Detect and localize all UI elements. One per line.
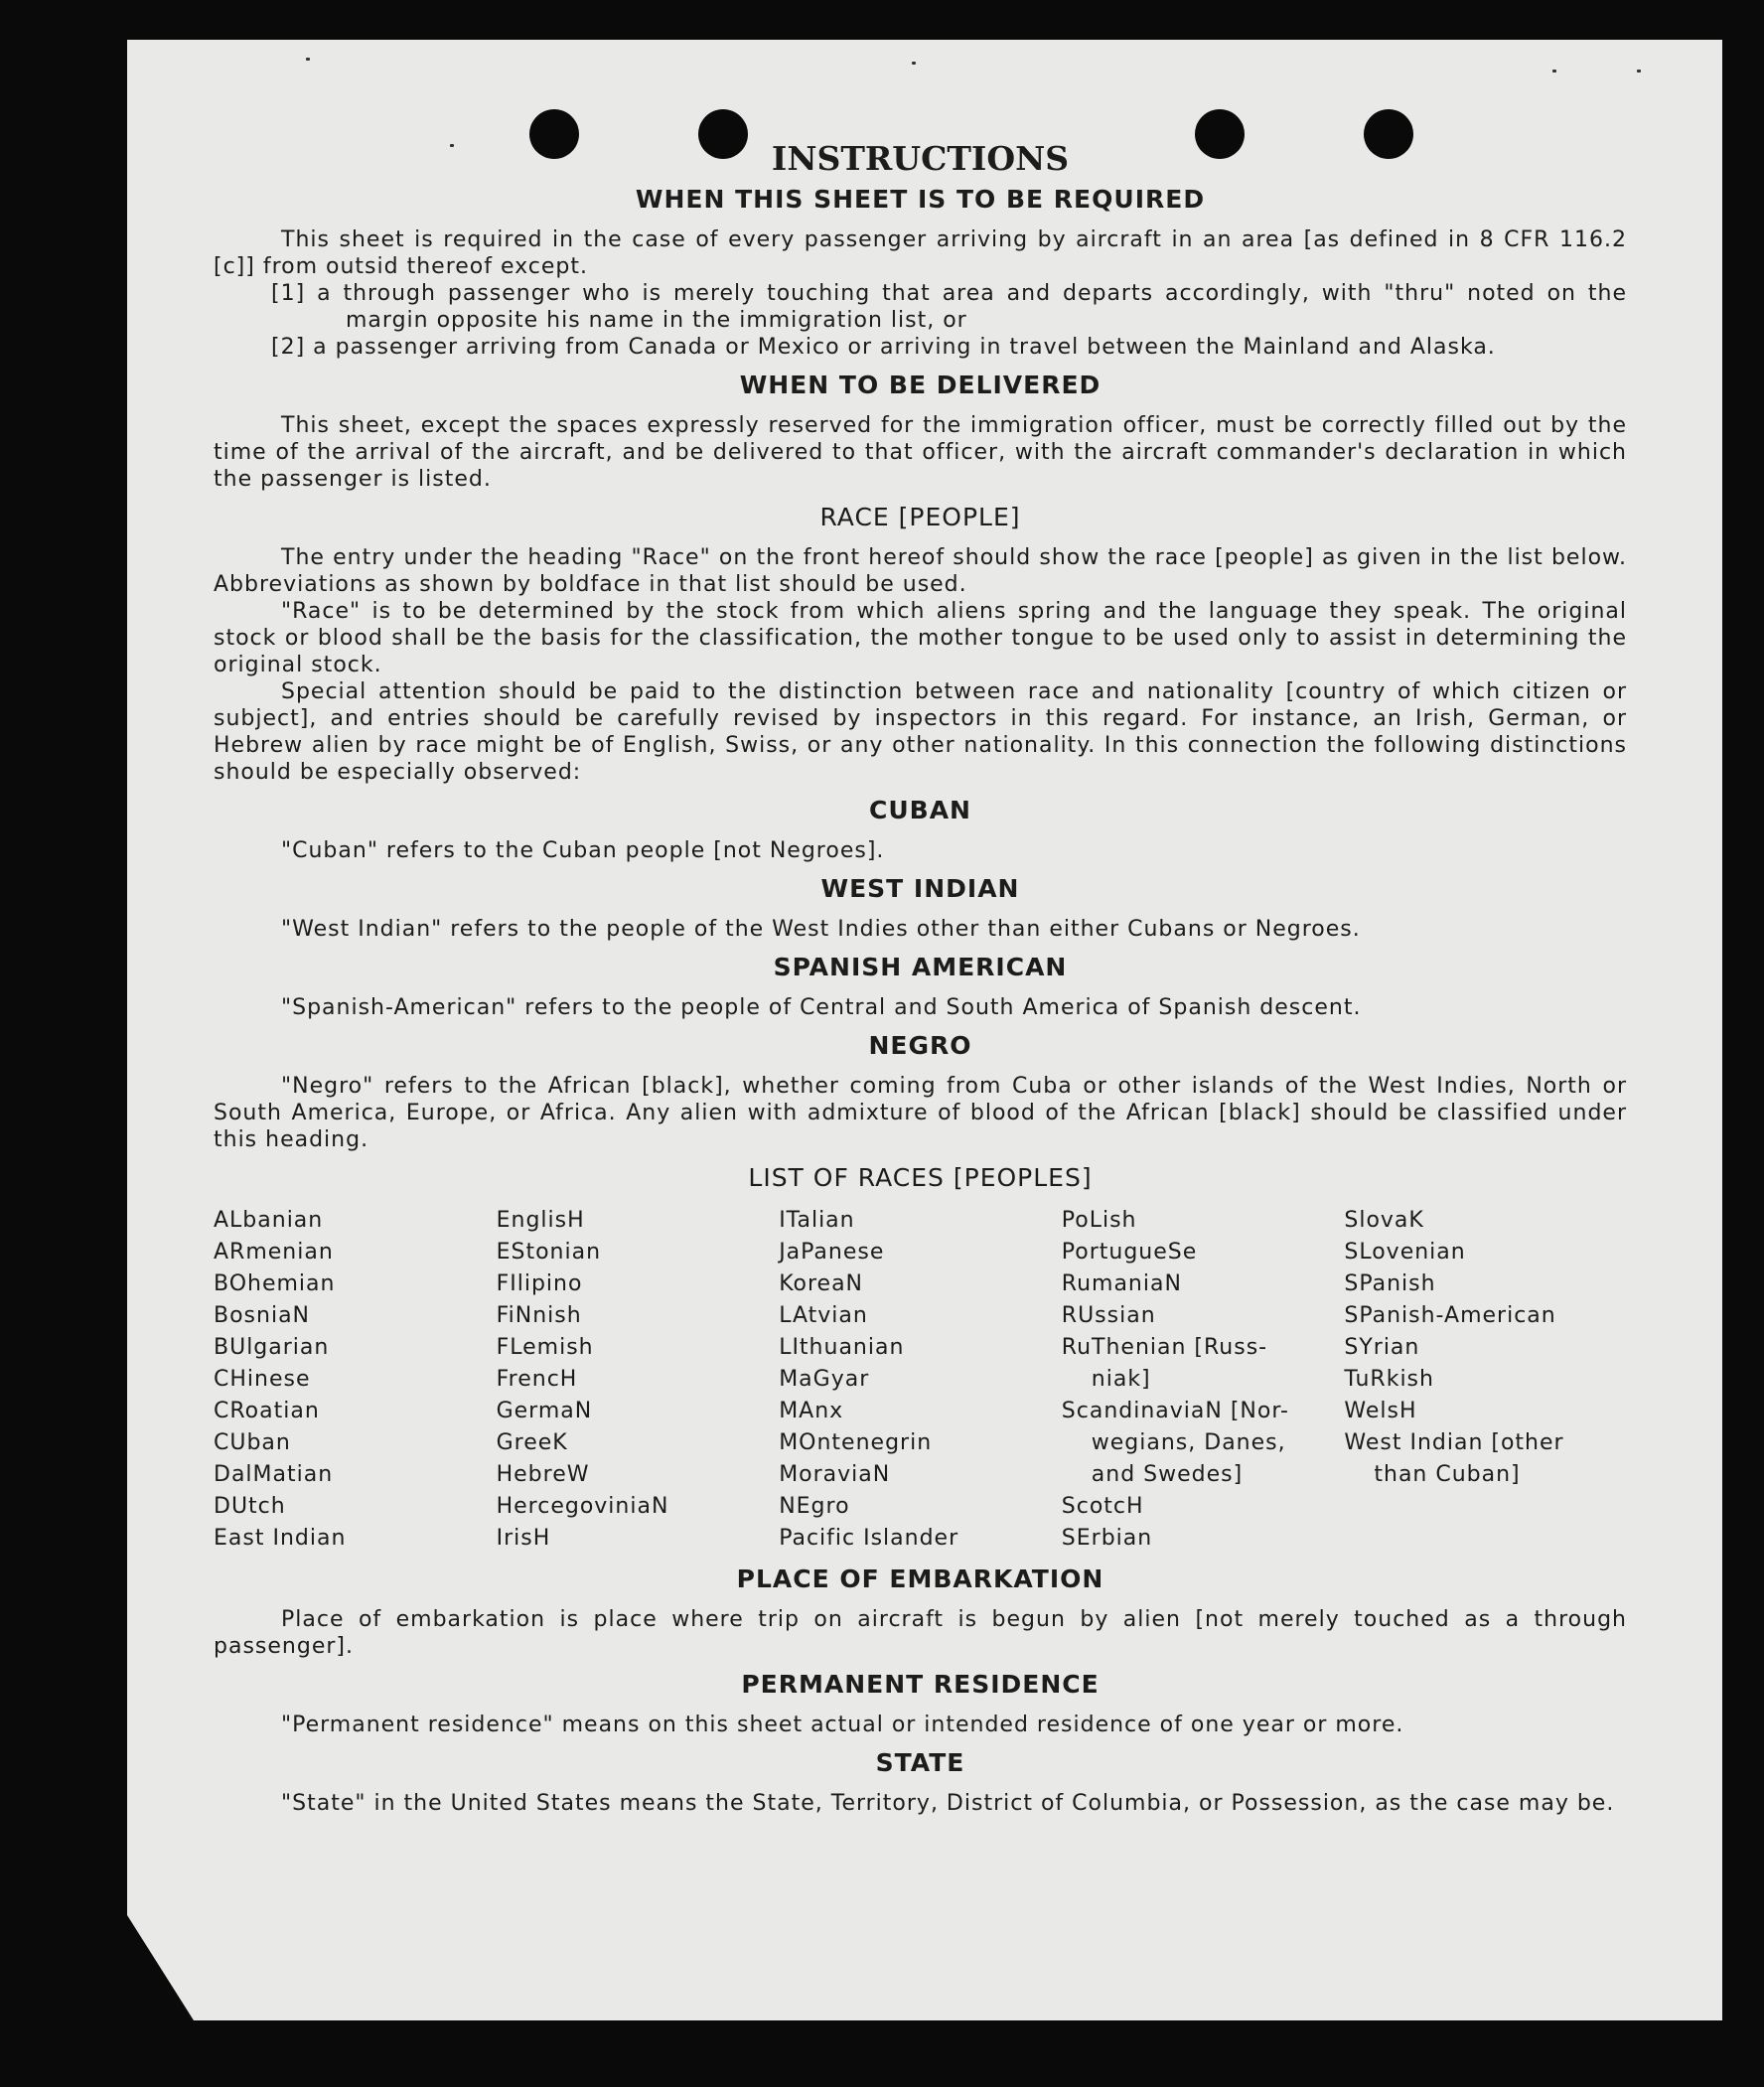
cuban-text: "Cuban" refers to the Cuban people [not Negroes]. bbox=[281, 838, 885, 863]
race-entry: HercegoviniaN bbox=[496, 1494, 669, 1519]
race-entry: PoLish bbox=[1061, 1208, 1137, 1233]
speck bbox=[1637, 70, 1641, 73]
races-column bbox=[214, 1205, 497, 1555]
race-entry: ITalian bbox=[779, 1208, 855, 1233]
heading-embarkation: PLACE OF EMBARKATION bbox=[736, 1565, 1104, 1593]
race-entry: LAtvian bbox=[779, 1303, 868, 1328]
heading-spanish-american: SPANISH AMERICAN bbox=[773, 953, 1068, 981]
heading-when-required: WHEN THIS SHEET IS TO BE REQUIRED bbox=[635, 185, 1206, 214]
race-entry: East Indian bbox=[214, 1526, 347, 1551]
race-entry: MAnx bbox=[779, 1399, 844, 1423]
race-entry: MoraviaN bbox=[779, 1462, 891, 1487]
race-entry: and Swedes] bbox=[1091, 1462, 1244, 1487]
race-entry: EnglisH bbox=[496, 1208, 585, 1233]
embarkation-text: Place of embarkation is place where trip on aircraft is begun by alien [not merely touched as a through passenger]. bbox=[214, 1607, 1627, 1659]
race-entry: SErbian bbox=[1061, 1526, 1153, 1551]
race-entry: WelsH bbox=[1344, 1399, 1417, 1423]
page-title: INSTRUCTIONS bbox=[771, 139, 1070, 178]
race-entry: TuRkish bbox=[1344, 1367, 1434, 1392]
race-entry: LIthuanian bbox=[779, 1335, 905, 1360]
races-column bbox=[1062, 1205, 1345, 1555]
race-entry: PortugueSe bbox=[1061, 1240, 1198, 1265]
race-entry: IrisH bbox=[496, 1526, 551, 1551]
race-entry: West Indian [other bbox=[1344, 1430, 1564, 1455]
heading-west-indian: WEST INDIAN bbox=[820, 874, 1020, 903]
races-column bbox=[1344, 1205, 1627, 1555]
race-entry: JaPanese bbox=[779, 1240, 885, 1265]
race-entry: DalMatian bbox=[214, 1462, 334, 1487]
heading-state: STATE bbox=[875, 1748, 965, 1777]
speck bbox=[1552, 70, 1556, 73]
race-entry: niak] bbox=[1091, 1367, 1151, 1392]
when-delivered-text: This sheet, except the spaces expressly reserved for the immigration officer, must be correctly filled out by the time of the arrival of the aircraft, and be delivered to that officer, with the aircraft commander's declaration in which the passenger is listed. bbox=[214, 413, 1627, 492]
race-entry: NEgro bbox=[779, 1494, 850, 1519]
race-entry: FIlipino bbox=[496, 1271, 583, 1296]
when-required-item-2: [2] a passenger arriving from Canada or Mexico or arriving in travel between the Mainland and Alaska. bbox=[271, 335, 1496, 360]
race-entry: RUssian bbox=[1061, 1303, 1156, 1328]
when-required-intro: This sheet is required in the case of every passenger arriving by aircraft in an area [as defined in 8 CFR 116.2 [c]] from outsid thereof except. bbox=[214, 227, 1627, 279]
race-entry: FiNnish bbox=[496, 1303, 582, 1328]
heading-negro: NEGRO bbox=[868, 1031, 972, 1060]
race-entry: MaGyar bbox=[779, 1367, 870, 1392]
race-entry: SLovenian bbox=[1344, 1240, 1466, 1265]
race-entry: than Cuban] bbox=[1374, 1462, 1521, 1487]
speck bbox=[306, 58, 310, 61]
race-entry: CRoatian bbox=[214, 1399, 320, 1423]
heading-when-delivered: WHEN TO BE DELIVERED bbox=[739, 371, 1102, 399]
race-entry: MOntenegrin bbox=[779, 1430, 933, 1455]
race-entry: DUtch bbox=[214, 1494, 286, 1519]
race-entry: SlovaK bbox=[1344, 1208, 1424, 1233]
race-entry: SYrian bbox=[1344, 1335, 1420, 1360]
race-entry: ARmenian bbox=[214, 1240, 334, 1265]
race-paragraph-2: "Race" is to be determined by the stock from which aliens spring and the language they speak. The original stock or blood shall be the basis for the classification, the mother tongue to be used only to assist in determining the original stock. bbox=[214, 599, 1627, 677]
race-entry: SPanish bbox=[1344, 1271, 1436, 1296]
race-paragraph-3: Special attention should be paid to the distinction between race and nationality [country of which citizen or subject], and entries should be carefully revised by inspectors in this regard. For instance, an Irish, German, or Hebrew alien by race might be of English, Swiss, or any other nationality. In this connection the following distinctions should be especially observed: bbox=[214, 679, 1627, 785]
race-entry: EStonian bbox=[496, 1240, 602, 1265]
heading-permanent-residence: PERMANENT RESIDENCE bbox=[741, 1670, 1100, 1699]
race-entry: BUlgarian bbox=[214, 1335, 330, 1360]
race-entry: GermaN bbox=[496, 1399, 593, 1423]
permanent-residence-text: "Permanent residence" means on this sheet actual or intended residence of one year or more. bbox=[281, 1713, 1404, 1737]
race-entry: CHinese bbox=[214, 1367, 311, 1392]
race-entry: wegians, Danes, bbox=[1091, 1430, 1286, 1455]
race-entry: KoreaN bbox=[779, 1271, 864, 1296]
race-entry: SPanish-American bbox=[1344, 1303, 1556, 1328]
race-entry: GreeK bbox=[496, 1430, 568, 1455]
race-entry: CUban bbox=[214, 1430, 291, 1455]
state-text: "State" in the United States means the State, Territory, District of Columbia, or Possession, as the case may be. bbox=[281, 1791, 1615, 1816]
race-entry: RuThenian [Russ- bbox=[1061, 1335, 1268, 1360]
race-entry: ScandinaviaN [Nor- bbox=[1061, 1399, 1289, 1423]
race-entry: ScotcH bbox=[1061, 1494, 1144, 1519]
race-entry: FLemish bbox=[496, 1335, 594, 1360]
race-paragraph-1: The entry under the heading "Race" on the front hereof should show the race [people] as given in the list below. Abbreviations as shown by boldface in that list should be used. bbox=[214, 545, 1627, 597]
west-indian-text: "West Indian" refers to the people of the West Indies other than either Cubans or Negroes. bbox=[281, 917, 1361, 942]
heading-list-of-races: LIST OF RACES [PEOPLES] bbox=[748, 1163, 1093, 1192]
race-entry: ALbanian bbox=[214, 1208, 324, 1233]
races-column bbox=[497, 1205, 780, 1555]
spanish-american-text: "Spanish-American" refers to the people of Central and South America of Spanish descent. bbox=[281, 995, 1362, 1020]
race-entry: FrencH bbox=[496, 1367, 578, 1392]
when-required-item-1: [1] a through passenger who is merely touching that area and departs accordingly, with "thru" noted on the margin opposite his name in the immigration list, or bbox=[271, 281, 1627, 333]
heading-cuban: CUBAN bbox=[869, 796, 971, 824]
race-entry: RumaniaN bbox=[1061, 1271, 1182, 1296]
race-entry: Pacific Islander bbox=[779, 1526, 959, 1551]
heading-race: RACE [PEOPLE] bbox=[819, 503, 1021, 531]
race-entry: BOhemian bbox=[214, 1271, 336, 1296]
races-list bbox=[214, 1205, 1627, 1555]
races-column bbox=[779, 1205, 1062, 1555]
speck bbox=[912, 62, 916, 65]
race-entry: HebreW bbox=[496, 1462, 590, 1487]
instructions-content bbox=[214, 139, 1627, 1817]
negro-text: "Negro" refers to the African [black], whether coming from Cuba or other islands of the West Indies, North or South America, Europe, or Africa. Any alien with admixture of blood of the African [black] should be classified under this heading. bbox=[214, 1074, 1627, 1152]
race-entry: BosniaN bbox=[214, 1303, 311, 1328]
